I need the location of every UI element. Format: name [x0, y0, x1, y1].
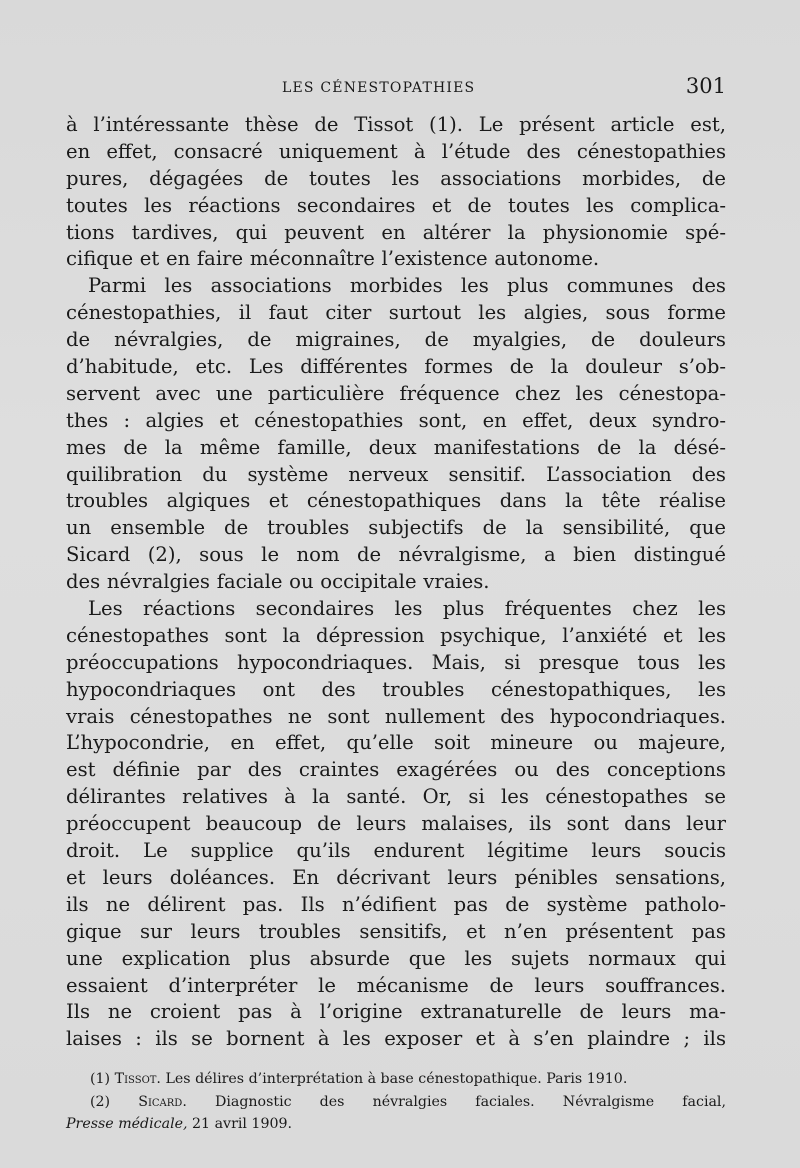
text-line: Parmi les associations morbides les plus communes des — [88, 274, 726, 298]
text-line: une explication plus absurde que les sujets normaux qui — [66, 946, 726, 970]
text-line: des névralgies faciale ou occipitale vraies. — [66, 570, 490, 594]
text-line: cénestopathes sont la dépression psychique, l’anxiété et les — [66, 623, 726, 647]
text-line: gique sur leurs troubles sensitifs, et n’en présentent pas — [66, 919, 726, 943]
text-line: cifique et en faire méconnaître l’existence autonome. — [66, 247, 600, 271]
footnote-2-continuation — [66, 1113, 726, 1136]
text-line: délirantes relatives à la santé. Or, si les cénestopathes se — [66, 785, 726, 809]
text-line: essaient d’interpréter le mécanisme de leurs souffrances. — [66, 973, 726, 997]
text-line: d’habitude, etc. Les différentes formes de la douleur s’ob- — [66, 355, 726, 379]
page-number: 301 — [685, 74, 726, 98]
footnote-text: Diagnostic des névralgies faciales. Névralgisme facial, — [214, 1093, 726, 1110]
text-line: est définie par des craintes exagérées ou des conceptions — [66, 758, 726, 782]
text-line: pures, dégagées de toutes les associations morbides, de — [66, 166, 726, 190]
text-line: Ils ne croient pas à l’origine extranaturelle de leurs ma- — [66, 1000, 726, 1024]
running-title: LES CÉNESTOPATHIES — [282, 80, 476, 96]
text-line: préoccupations hypocondriaques. Mais, si presque tous les — [66, 650, 726, 674]
footnote-author: Tissot. — [114, 1071, 161, 1087]
text-line: Les réactions secondaires les plus fréquentes chez les — [88, 597, 726, 621]
text-line: un ensemble de troubles subjectifs de la sensibilité, que — [66, 516, 726, 540]
text-line: hypocondriaques ont des troubles cénestopathiques, les — [66, 677, 726, 701]
text-line: quilibration du système nerveux sensitif. L’association des — [66, 462, 726, 486]
footnote-2 — [66, 1091, 726, 1114]
text-line: mes de la même famille, deux manifestations de la désé- — [66, 435, 726, 459]
text-line: toutes les réactions secondaires et de toutes les complica- — [66, 193, 726, 217]
text-line: de névralgies, de migraines, de myalgies, de douleurs — [66, 328, 726, 352]
footnote-journal: Presse médicale, — [66, 1116, 188, 1132]
text-line: L’hypocondrie, en effet, qu’elle soit mineure ou majeure, — [66, 731, 726, 755]
text-line: en effet, consacré uniquement à l’étude des cénestopathies — [66, 139, 726, 163]
text-line: et leurs doléances. En décrivant leurs pénibles sensations, — [66, 865, 726, 889]
text-line: servent avec une particulière fréquence chez les cénestopa- — [66, 381, 726, 405]
body-text — [66, 112, 726, 1053]
text-line: troubles algiques et cénestopathiques dans la tête réalise — [66, 489, 726, 513]
running-head — [66, 76, 726, 100]
text-line: laises : ils se bornent à les exposer et à s’en plaindre ; ils — [66, 1027, 726, 1051]
text-line: tions tardives, qui peuvent en altérer la physionomie spé- — [66, 220, 726, 244]
footnote-author: Sicard. — [138, 1093, 187, 1110]
text-line: ils ne délirent pas. Ils n’édifient pas de système patholo- — [66, 892, 726, 916]
text-line: droit. Le supplice qu’ils endurent légitime leurs soucis — [66, 839, 726, 863]
footnote-1 — [66, 1068, 726, 1091]
footnotes — [66, 1068, 726, 1136]
text-line: préoccupent beaucoup de leurs malaises, ils sont dans leur — [66, 812, 726, 836]
text-line: cénestopathies, il faut citer surtout les algies, sous forme — [66, 301, 726, 325]
footnote-text: Les délires d’interprétation à base cénestopathique. Paris 1910. — [165, 1071, 628, 1087]
text-line: thes : algies et cénestopathies sont, en effet, deux syndro- — [66, 408, 726, 432]
footnote-mark: (2) — [90, 1093, 111, 1110]
text-line: Sicard (2), sous le nom de névralgisme, a bien distingué — [66, 543, 726, 567]
text-line: vrais cénestopathes ne sont nullement des hypocondriaques. — [66, 704, 726, 728]
text-line: à l’intéressante thèse de Tissot (1). Le présent article est, — [66, 113, 726, 136]
footnote-mark: (1) — [90, 1071, 111, 1087]
footnote-date: 21 avril 1909. — [192, 1116, 293, 1132]
